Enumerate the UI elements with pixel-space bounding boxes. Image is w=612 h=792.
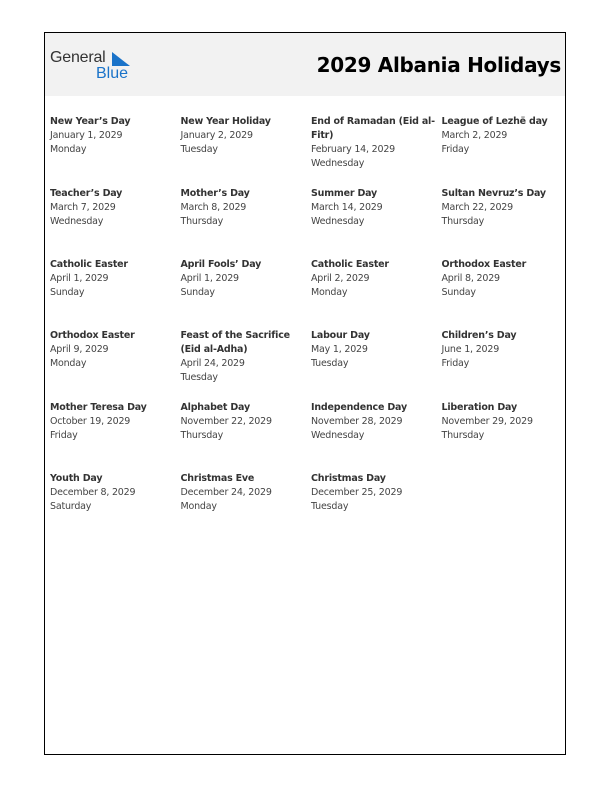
holiday-name: Labour Day (311, 330, 370, 341)
holiday-name: Orthodox Easter (50, 330, 135, 341)
holiday-date: November 28, 2029 (311, 416, 403, 427)
holiday-name: Summer Day (311, 188, 378, 199)
holiday-name: Catholic Easter (311, 259, 389, 270)
holiday-day: Wednesday (50, 216, 104, 227)
calendar-page (44, 32, 566, 755)
holiday-name: Teacher’s Day (50, 188, 123, 199)
holiday-day: Friday (441, 358, 470, 369)
holiday-name: Liberation Day (441, 402, 517, 413)
holiday-name: April Fools’ Day (180, 259, 262, 270)
holiday-name: End of Ramadan (Eid al-Fitr) (311, 116, 435, 141)
holiday-day: Wednesday (311, 430, 365, 441)
holiday-day: Thursday (441, 430, 485, 441)
holiday-name: Alphabet Day (180, 402, 250, 413)
holiday-date: March 22, 2029 (441, 202, 513, 213)
logo-blue-text: Blue (96, 65, 129, 82)
holiday-day: Tuesday (311, 501, 349, 512)
generalblue-logo[interactable] (50, 49, 140, 83)
holiday-date: March 8, 2029 (180, 202, 247, 213)
page-title: 2029 Albania Holidays (316, 53, 561, 77)
holiday-item (181, 187, 307, 229)
holiday-date: April 8, 2029 (441, 273, 500, 284)
holiday-item (50, 187, 176, 229)
holiday-date: January 2, 2029 (180, 130, 253, 141)
holiday-item (181, 258, 307, 300)
holiday-date: December 24, 2029 (180, 487, 272, 498)
holiday-item (50, 258, 176, 300)
holiday-item (50, 329, 176, 371)
holiday-date: February 14, 2029 (311, 144, 396, 155)
holiday-name: Independence Day (311, 402, 407, 413)
holiday-day: Monday (50, 144, 87, 155)
holiday-date: April 24, 2029 (180, 358, 245, 369)
holiday-date: March 2, 2029 (441, 130, 508, 141)
holiday-item (181, 115, 307, 157)
logo-general-text: General (50, 49, 106, 66)
holiday-day: Wednesday (311, 216, 365, 227)
holiday-name: Youth Day (50, 473, 103, 484)
holiday-date: April 1, 2029 (180, 273, 239, 284)
holiday-day: Monday (50, 358, 87, 369)
holiday-day: Sunday (180, 287, 215, 298)
holiday-date: June 1, 2029 (441, 344, 500, 355)
holiday-date: March 7, 2029 (50, 202, 116, 213)
holiday-item (181, 329, 307, 385)
holiday-name: Catholic Easter (50, 259, 128, 270)
holiday-item (311, 401, 437, 443)
holiday-item (181, 401, 307, 443)
holiday-date: December 8, 2029 (50, 487, 136, 498)
holiday-day: Monday (311, 287, 348, 298)
holiday-item (311, 472, 437, 514)
holiday-day: Monday (180, 501, 217, 512)
holiday-item (442, 258, 568, 300)
holiday-item (442, 401, 568, 443)
holiday-name: New Year’s Day (50, 116, 131, 127)
holiday-item (311, 187, 437, 229)
holiday-item (442, 115, 568, 157)
holiday-day: Friday (50, 430, 78, 441)
holiday-item (50, 401, 176, 443)
logo-triangle-icon (112, 52, 130, 66)
page-header (45, 33, 565, 96)
holiday-day: Sunday (441, 287, 476, 298)
holiday-day: Thursday (180, 216, 224, 227)
holiday-date: October 19, 2029 (50, 416, 131, 427)
holiday-item (442, 187, 568, 229)
holiday-date: November 22, 2029 (180, 416, 272, 427)
holiday-name: League of Lezhë day (441, 116, 548, 127)
holiday-date: November 29, 2029 (441, 416, 533, 427)
holiday-day: Thursday (180, 430, 224, 441)
holiday-name: Mother Teresa Day (50, 402, 147, 413)
holiday-date: April 9, 2029 (50, 344, 109, 355)
holiday-item (311, 258, 437, 300)
holiday-item (311, 115, 437, 171)
holiday-name: Mother’s Day (180, 188, 250, 199)
holiday-name: Christmas Eve (180, 473, 255, 484)
holiday-day: Thursday (441, 216, 485, 227)
holiday-date: March 14, 2029 (311, 202, 383, 213)
holiday-day: Tuesday (180, 372, 218, 383)
holiday-date: May 1, 2029 (311, 344, 368, 355)
holiday-date: April 1, 2029 (50, 273, 109, 284)
holiday-item (50, 472, 176, 514)
holiday-name: Feast of the Sacrifice (Eid al-Adha) (180, 330, 290, 355)
holiday-name: Christmas Day (311, 473, 386, 484)
holiday-day: Tuesday (311, 358, 349, 369)
holiday-day: Tuesday (180, 144, 218, 155)
holiday-item (181, 472, 307, 514)
holiday-item (442, 329, 568, 371)
holiday-name: Orthodox Easter (441, 259, 527, 270)
holiday-name: Sultan Nevruz’s Day (441, 188, 546, 199)
holiday-item (311, 329, 437, 371)
holiday-date: April 2, 2029 (311, 273, 370, 284)
holiday-name: Children’s Day (441, 330, 517, 341)
holiday-day: Saturday (50, 501, 92, 512)
holiday-day: Friday (441, 144, 470, 155)
holiday-date: December 25, 2029 (311, 487, 403, 498)
holiday-day: Sunday (50, 287, 85, 298)
holiday-day: Wednesday (311, 158, 365, 169)
holiday-date: January 1, 2029 (50, 130, 123, 141)
holiday-name: New Year Holiday (180, 116, 271, 127)
holiday-item (50, 115, 176, 157)
